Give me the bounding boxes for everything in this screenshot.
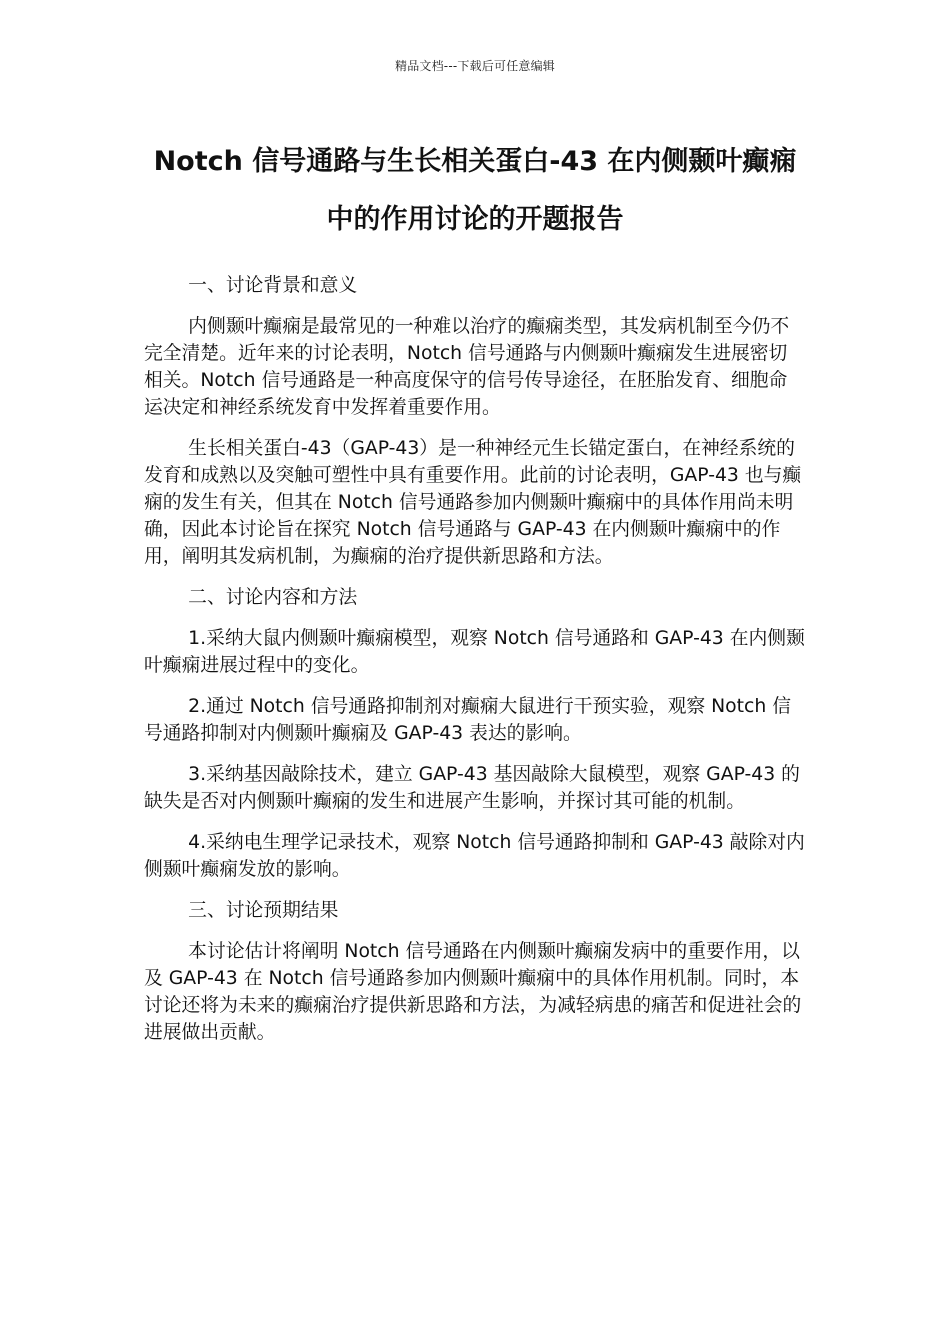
title-line-1: Notch 信号通路与生长相关蛋白-43 在内侧颞叶癫痫 <box>153 146 797 177</box>
paragraph-results-1: 本讨论估计将阐明 Notch 信号通路在内侧颞叶癫痫发病中的重要作用，以及 GAP-43 在 Notch 信号通路参加内侧颞叶癫痫中的具体作用机制。同时，本讨论还将为未来的癫痫治疗提供新思路和方法，为减轻病患的痛苦和促进社会的进展做出贡献。 <box>144 941 802 1043</box>
section-heading-results: 三、讨论预期结果 <box>188 900 339 921</box>
paragraph-method-4: 4.采纳电生理学记录技术，观察 Notch 信号通路抑制和 GAP-43 敲除对内侧颞叶癫痫发放的影响。 <box>144 832 805 880</box>
section-heading-methods: 二、讨论内容和方法 <box>188 587 358 608</box>
title-line-2: 中的作用讨论的开题报告 <box>326 204 624 235</box>
paragraph-method-1: 1.采纳大鼠内侧颞叶癫痫模型，观察 Notch 信号通路和 GAP-43 在内侧颞叶癫痫进展过程中的变化。 <box>144 628 805 676</box>
paragraph-background-1: 内侧颞叶癫痫是最常见的一种难以治疗的癫痫类型，其发病机制至今仍不完全清楚。近年来的讨论表明，Notch 信号通路与内侧颞叶癫痫发生进展密切相关。Notch 信号通路是一种高度保守的信号传导途径，在胚胎发育、细胞命运决定和神经系统发育中发挥着重要作用。 <box>144 316 790 418</box>
document-title <box>110 133 840 249</box>
header-note: 精品文档---下载后可任意编辑 <box>395 59 555 73</box>
document-body <box>144 272 806 1060</box>
paragraph-method-2: 2.通过 Notch 信号通路抑制剂对癫痫大鼠进行干预实验，观察 Notch 信号通路抑制对内侧颞叶癫痫及 GAP-43 表达的影响。 <box>144 696 791 744</box>
section-heading-background: 一、讨论背景和意义 <box>188 275 358 296</box>
paragraph-background-2: 生长相关蛋白-43（GAP-43）是一种神经元生长锚定蛋白，在神经系统的发育和成熟以及突触可塑性中具有重要作用。此前的讨论表明，GAP-43 也与癫痫的发生有关，但其在 Notch 信号通路参加内侧颞叶癫痫中的具体作用尚未明确，因此本讨论旨在探究 Notch 信号通路与 GAP-43 在内侧颞叶癫痫中的作用，阐明其发病机制，为癫痫的治疗提供新思路和方法。 <box>144 438 802 567</box>
paragraph-method-3: 3.采纳基因敲除技术，建立 GAP-43 基因敲除大鼠模型，观察 GAP-43 的缺失是否对内侧颞叶癫痫的发生和进展产生影响，并探讨其可能的机制。 <box>144 764 800 812</box>
